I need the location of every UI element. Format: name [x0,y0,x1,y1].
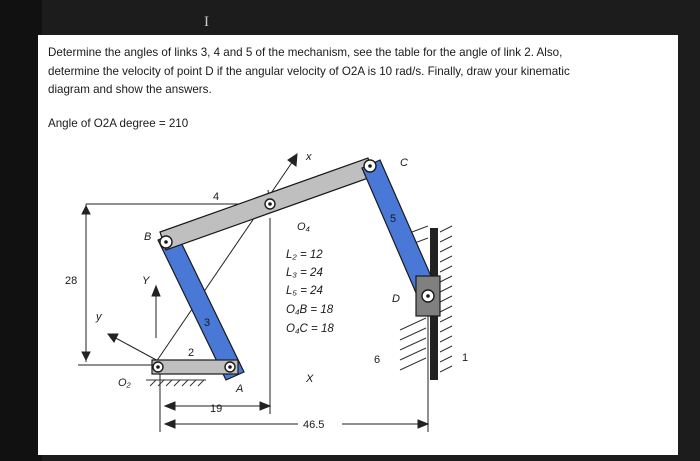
problem-line-1: Determine the angles of links 3, 4 and 5 of the mechanism, see the table for the angle of link 2. Also, [48,46,563,59]
length-table [286,249,334,335]
length-l5: L₅ = 24 [286,285,323,297]
label-axis-y-mid: Y [142,275,150,287]
angle-given: Angle of O2A degree = 210 [48,117,189,130]
length-o4c: O₄C = 18 [286,323,334,335]
label-link-1: 1 [462,352,469,364]
label-point-d: D [392,293,400,305]
problem-line-3: diagram and show the answers. [48,83,212,96]
label-axis-x-top: x [306,151,312,163]
label-point-c: C [400,157,408,169]
dim-dx-d: 46.5 [303,419,325,431]
label-axis-y-left: y [96,311,102,323]
label-link-5: 5 [390,213,397,225]
label-point-b: B [144,231,152,243]
label-link-4: 4 [213,191,220,203]
length-l3: L₃ = 24 [286,267,323,279]
ground-o2 [146,380,206,386]
label-point-o4: O₄ [297,221,310,233]
length-l2: L₂ = 12 [286,249,323,261]
problem-line-2: determine the velocity of point D if the angular velocity of O2A is 10 rad/s. Finally, draw your kinematic [48,64,570,78]
label-point-a: A [236,383,244,395]
dim-dx-a: 19 [210,403,223,415]
label-link-3: 3 [204,317,211,329]
text-cursor: I [204,14,209,30]
label-link-2: 2 [188,347,195,359]
link-3 [158,232,244,380]
label-link-6: 6 [374,354,381,366]
label-axis-x-bottom: X [306,373,314,385]
label-point-o2: O₂ [118,377,131,389]
dim-height: 28 [65,275,78,287]
length-o4b: O₄B = 18 [286,304,334,316]
